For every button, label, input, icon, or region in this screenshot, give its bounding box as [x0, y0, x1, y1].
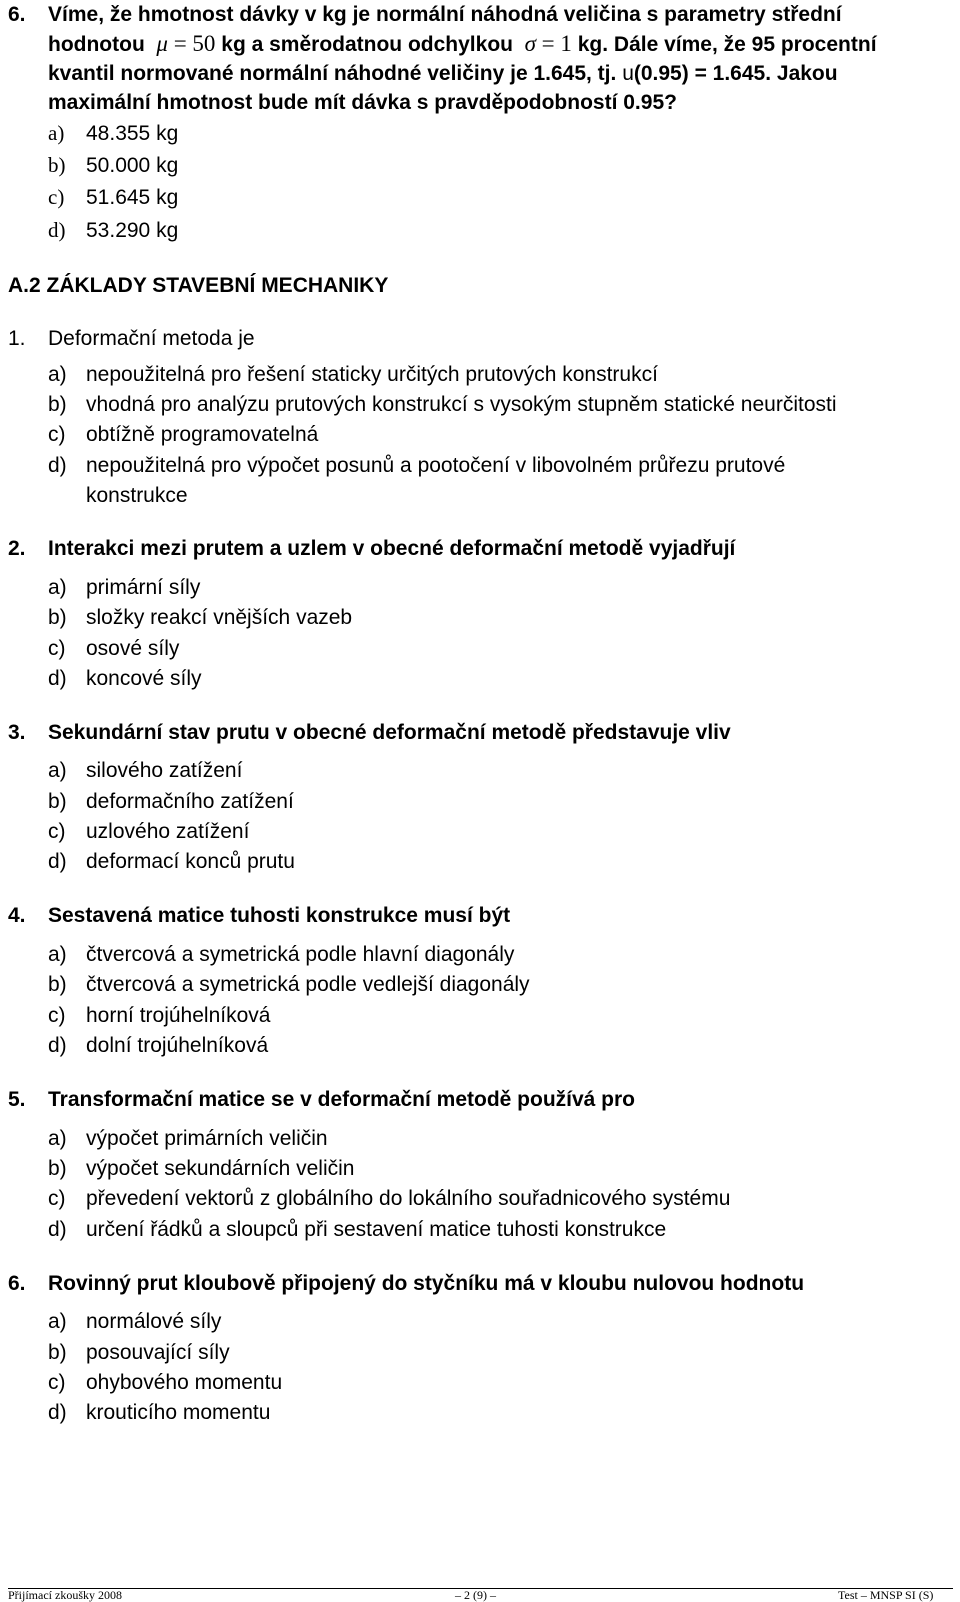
answer-option: d) 53.290 kg — [48, 218, 179, 242]
question-number: 5. — [8, 1088, 26, 1111]
footer-right: Test – MNSP SI (S) — [838, 1588, 934, 1602]
section-title: A.2 ZÁKLADY STAVEBNÍ MECHANIKY — [8, 274, 389, 297]
answer-option: c) osové síly — [48, 637, 180, 660]
answer-option: d) krouticího momentu — [48, 1401, 271, 1424]
answer-option: d) určení řádků a sloupců při sestavení matice tuhosti konstrukce — [48, 1218, 667, 1241]
answer-option: c) obtížně programovatelná — [48, 423, 319, 446]
question-text: Deformační metoda je — [48, 327, 255, 350]
question-5 — [8, 1085, 953, 1114]
answer-option: d) nepoužitelná pro výpočet posunů a pootočení v libovolném průřezu prutové — [48, 454, 786, 477]
question-line-1: Víme, že hmotnost dávky v kg je normální náhodná veličina s parametry střední — [48, 3, 842, 26]
question-line-2: hodnotou μ = 50 kg a směrodatnou odchylkou σ = 1 kg. Dále víme, že 95 procentní — [48, 31, 877, 56]
answer-option: d) dolní trojúhelníková — [48, 1034, 269, 1057]
question-number: 6. — [8, 3, 26, 26]
question-2 — [8, 534, 953, 563]
question-text: Transformační matice se v deformační metodě používá pro — [48, 1088, 636, 1111]
answer-option: a) primární síly — [48, 576, 201, 599]
question-line-3: kvantil normované normální náhodné veličiny je 1.645, tj. u(0.95) = 1.645. Jakou — [48, 62, 838, 85]
question-number: 3. — [8, 721, 26, 744]
answer-option: b) výpočet sekundárních veličin — [48, 1157, 355, 1180]
question-text: Sekundární stav prutu v obecné deformační metodě představuje vliv — [48, 721, 731, 744]
question-1 — [8, 324, 953, 353]
answer-option: d) koncové síly — [48, 667, 202, 690]
question-6-hinge — [8, 1269, 953, 1298]
question-number: 6. — [8, 1272, 26, 1295]
answer-option: b) složky reakcí vnějších vazeb — [48, 606, 353, 629]
question-3 — [8, 718, 953, 747]
answer-option: c) horní trojúhelníková — [48, 1004, 271, 1027]
answer-option: b) čtvercová a symetrická podle vedlejší diagonály — [48, 973, 530, 996]
answer-option: d) deformací konců prutu — [48, 850, 295, 873]
question-line-4: maximální hmotnost bude mít dávka s pravděpodobností 0.95? — [48, 91, 677, 114]
answer-option: b) 50.000 kg — [48, 153, 179, 177]
answer-option: a) silového zatížení — [48, 759, 243, 782]
footer-left: Přijímací zkoušky 2008 — [8, 1588, 122, 1602]
answer-option: a) normálové síly — [48, 1310, 222, 1333]
answer-option: a) 48.355 kg — [48, 121, 179, 145]
sigma-expression: σ = 1 — [524, 31, 572, 56]
question-text: Rovinný prut kloubově připojený do styčníku má v kloubu nulovou hodnotu — [48, 1272, 805, 1295]
answer-option: a) nepoužitelná pro řešení staticky určitých prutových konstrukcí — [48, 363, 658, 386]
answer-option: c) uzlového zatížení — [48, 820, 250, 843]
question-4 — [8, 901, 953, 930]
answer-option: a) čtvercová a symetrická podle hlavní diagonály — [48, 943, 515, 966]
answer-option: c) 51.645 kg — [48, 185, 179, 209]
question-text: Sestavená matice tuhosti konstrukce musí být — [48, 904, 511, 927]
question-6-probability — [8, 0, 953, 117]
question-number: 1. — [8, 327, 26, 350]
answer-option-continuation: konstrukce — [86, 484, 188, 507]
answer-option: b) deformačního zatížení — [48, 790, 294, 813]
answer-option: b) posouvající síly — [48, 1341, 230, 1364]
question-text: Interakci mezi prutem a uzlem v obecné deformační metodě vyjadřují — [48, 537, 736, 560]
answer-option: a) výpočet primárních veličin — [48, 1127, 328, 1150]
question-number: 4. — [8, 904, 26, 927]
page-number: – 2 (9) – — [455, 1588, 496, 1602]
answer-option: c) ohybového momentu — [48, 1371, 283, 1394]
answer-option: c) převedení vektorů z globálního do lokálního souřadnicového systému — [48, 1187, 731, 1210]
answer-option: b) vhodná pro analýzu prutových konstrukcí s vysokým stupněm statické neurčitosti — [48, 393, 837, 416]
question-number: 2. — [8, 537, 26, 560]
question-text — [48, 0, 953, 117]
mu-expression: μ = 50 — [156, 31, 216, 56]
